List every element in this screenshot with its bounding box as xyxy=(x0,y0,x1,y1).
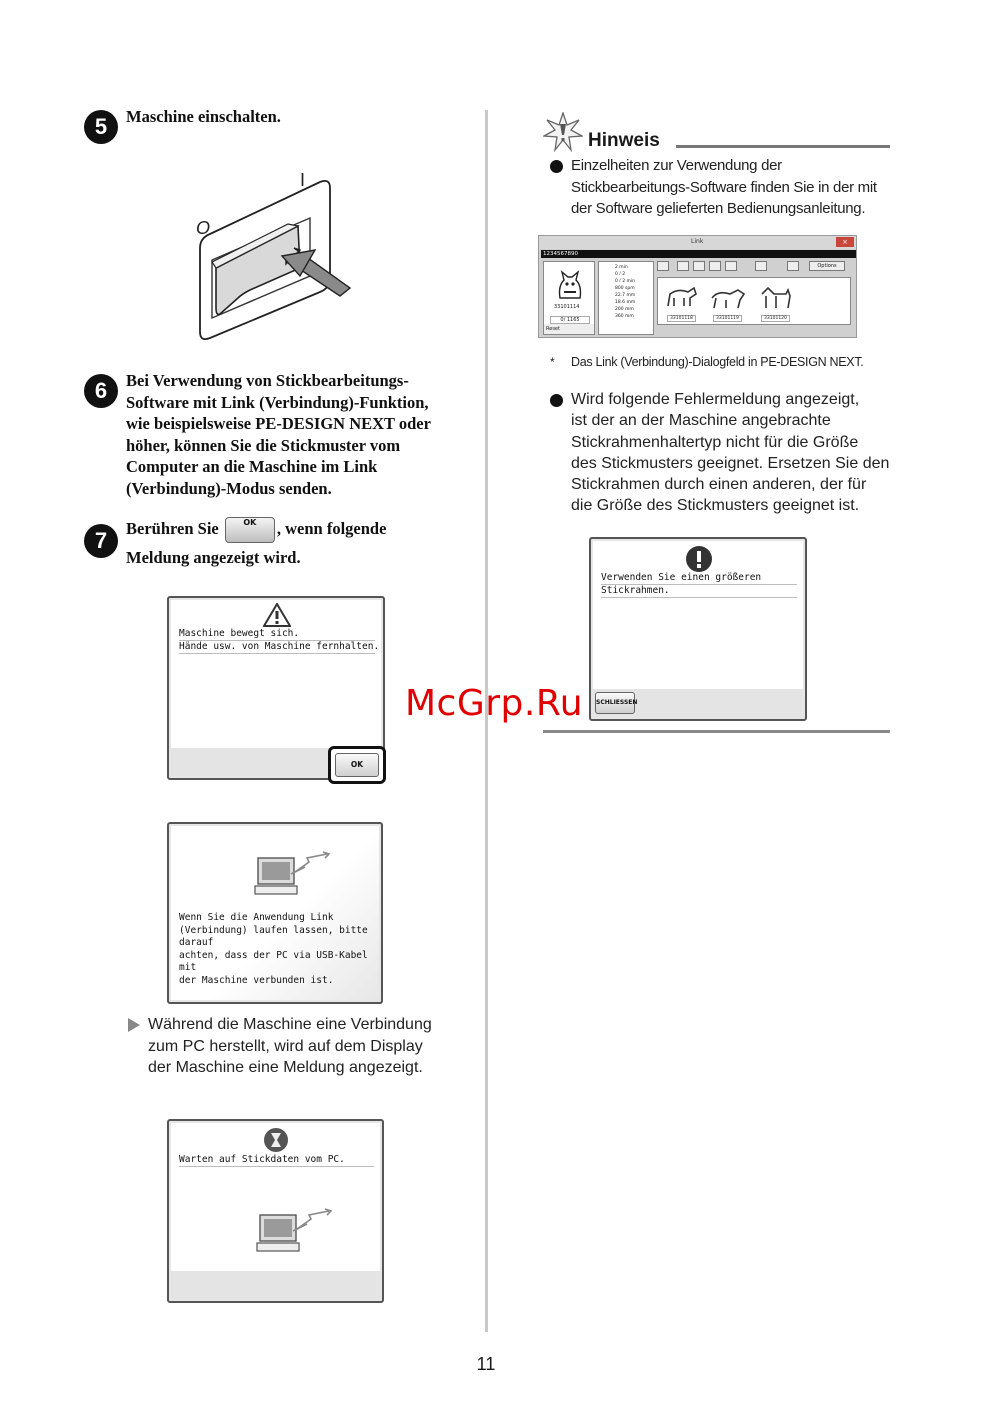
machine-stats: 2 min 0 / 2 0 / 2 min 800 spm 22.7 mm 18.6 mm 200 mm 360 mm xyxy=(598,261,654,335)
tool-button[interactable] xyxy=(677,261,689,271)
tool-button[interactable] xyxy=(755,261,767,271)
pattern-list xyxy=(657,277,851,325)
screen1-line1: Maschine bewegt sich. xyxy=(179,628,375,641)
link-dialog-screenshot xyxy=(538,235,857,338)
tool-button[interactable] xyxy=(709,261,721,271)
dialog-toolbar xyxy=(657,261,853,273)
hinweis-bullet-2: Wird folgende Fehlermeldung angezeigt, ist der an der Maschine angebrachte Stickrahmenhaltertyp nicht für die Größe des Stickmusters geeignet. Ersetzen Sie den Stickrahmen durch einen anderen, der für die Größe des Stickmusters geeignet ist. xyxy=(571,391,890,515)
screen4-line2: Stickrahmen. xyxy=(601,585,797,598)
tool-button[interactable] xyxy=(693,261,705,271)
cat-embroidery-icon xyxy=(554,268,586,302)
pattern-item[interactable]: 33101118 xyxy=(660,280,702,322)
power-switch-illustration xyxy=(190,168,360,348)
watermark: McGrp.Ru xyxy=(405,683,584,724)
result-text: Während die Maschine eine Verbindung zum PC herstellt, wird auf dem Display der Maschine eine Meldung angezeigt. xyxy=(148,1016,432,1076)
bullet-dot xyxy=(550,160,563,173)
close-icon[interactable]: × xyxy=(836,237,854,247)
bullet-dot xyxy=(550,394,563,407)
dialog-title-bar xyxy=(539,236,856,249)
exclamation-icon xyxy=(685,545,713,573)
warning-icon xyxy=(263,603,291,627)
pattern-item[interactable]: 33101120 xyxy=(754,280,798,322)
page-number: 11 xyxy=(476,1354,496,1374)
screen2-text: Wenn Sie die Anwendung Link (Verbindung) laufen lassen, bitte darauf achten, dass der PC via USB-Kabel mit der Maschine verbunden ist. xyxy=(179,912,368,986)
lcd-screen-waiting xyxy=(167,1119,384,1303)
tool-button[interactable] xyxy=(725,261,737,271)
dialog-serial: 1234567890 xyxy=(541,250,856,258)
hinweis-rule xyxy=(676,145,890,148)
footnote-text: Das Link (Verbindung)-Dialogfeld in PE-DESIGN NEXT. xyxy=(571,355,864,369)
lcd-screen-link-info xyxy=(167,822,383,1004)
hourglass-icon xyxy=(262,1127,290,1153)
screen4-line1: Verwenden Sie einen größeren xyxy=(601,572,797,585)
pattern-item[interactable]: 33101119 xyxy=(706,280,750,322)
step-7-number: 7 xyxy=(84,524,118,558)
ok-button[interactable]: OK xyxy=(335,753,379,777)
tool-button[interactable] xyxy=(657,261,669,271)
result-arrow-icon xyxy=(128,1018,140,1032)
computer-connection-icon xyxy=(255,1207,335,1255)
tool-button[interactable] xyxy=(787,261,799,271)
machine-panel: 33101114 0/ 1165 Reset xyxy=(543,261,595,335)
switch-on-mark: I xyxy=(300,170,306,190)
options-dropdown[interactable]: Options xyxy=(809,261,845,271)
close-button[interactable]: SCHLIESSEN xyxy=(595,692,635,714)
step-5-number: 5 xyxy=(84,110,118,144)
step-7-text: Berühren Sie OK , wenn folgende Meldung angezeigt wird. xyxy=(126,518,387,567)
lcd-screen-error xyxy=(589,537,807,721)
step-5-text: Maschine einschalten. xyxy=(126,107,281,126)
footnote-mark: * xyxy=(550,355,555,369)
switch-off-mark: O xyxy=(196,218,211,238)
hinweis-star-icon xyxy=(543,112,583,152)
section-end-rule xyxy=(543,730,890,733)
dialog-title: Link xyxy=(691,238,704,245)
hinweis-title: Hinweis xyxy=(588,130,660,151)
screen1-line2: Hände usw. von Maschine fernhalten. xyxy=(179,641,380,652)
step-6-text: Bei Verwendung von Stickbearbeitungs- Software mit Link (Verbindung)-Funktion, wie beispielsweise PE-DESIGN NEXT oder höher, können Sie die Stickmuster vom Computer an die Maschine im Link (Verbindung)-Modus senden. xyxy=(126,371,431,498)
screen3-line1: Warten auf Stickdaten vom PC. xyxy=(179,1154,374,1167)
hinweis-bullet-1: Einzelheiten zur Verwendung der Stickbearbeitungs-Software finden Sie in der mit der Software gelieferten Bedienungsanleitung. xyxy=(571,157,877,217)
inline-ok-button: OK xyxy=(225,517,275,543)
step-6-number: 6 xyxy=(84,374,118,408)
computer-connection-icon xyxy=(253,850,333,898)
